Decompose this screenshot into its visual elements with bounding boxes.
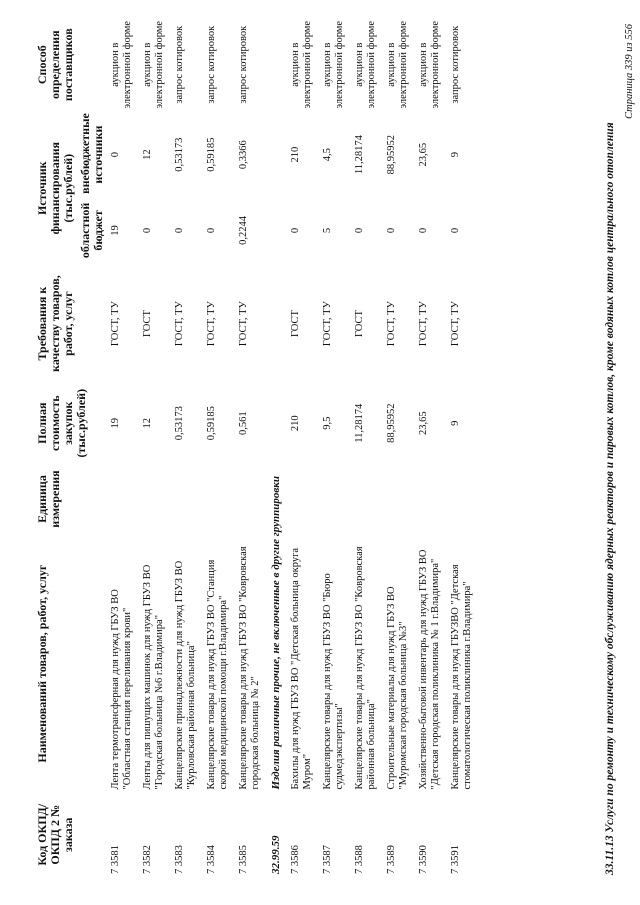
- table-row: [107, 17, 139, 877]
- row-total-cost: 23,65: [418, 411, 429, 436]
- row-code: 7 3591: [450, 845, 461, 874]
- header-funding-regional: областной бюджет: [78, 202, 105, 259]
- row-requirements: ГОСТ, ТУ: [418, 301, 429, 347]
- group-title: Изделия различные прочие, не включенные в другие группировки: [270, 476, 282, 790]
- row-method: аукцион в электронной форме: [110, 20, 133, 109]
- row-funding-other: 0,3366: [238, 140, 249, 170]
- row-unit: [351, 463, 383, 534]
- table-row: [415, 17, 447, 877]
- header-method: Способ определения поставщиков: [35, 28, 75, 102]
- table-row: [287, 17, 319, 877]
- row-funding-regional: 5: [322, 227, 333, 234]
- row-code: 7 3582: [142, 845, 153, 874]
- table-row: [383, 17, 415, 877]
- row-total-cost: 11,28174: [354, 403, 365, 443]
- row-code: 7 3583: [174, 845, 185, 874]
- row-funding-other: 11,28174: [354, 135, 365, 175]
- row-funding-regional: 0: [142, 227, 153, 234]
- row-method: запрос котировок: [206, 25, 217, 104]
- row-name: Лента термотрансферная для нужд ГБУЗ ВО "Областная станция переливания крови": [110, 589, 133, 790]
- row-unit: [287, 463, 319, 534]
- row-funding-regional: 0: [206, 227, 217, 234]
- procurement-table: [34, 17, 479, 877]
- row-requirements: ГОСТ, ТУ: [110, 301, 121, 347]
- header-total-cost: Полная стоимость закупок (тыс.рублей): [35, 388, 88, 458]
- row-total-cost: 210: [290, 415, 301, 432]
- row-requirements: ГОСТ, ТУ: [322, 301, 333, 347]
- row-unit: [383, 463, 415, 534]
- row-funding-other: 0: [110, 152, 121, 158]
- header-funding: Источник финансирования (тыс.рублей): [35, 141, 75, 235]
- row-name: Строительные материалы для нужд ГБУЗ ВО "Муромская городская больница №3": [386, 586, 409, 790]
- row-name: Канцелярские товары для нужд ГБУЗ ВО "Ковровская районная больница": [354, 546, 377, 790]
- row-total-cost: 0,59185: [206, 406, 217, 441]
- row-funding-regional: 0,2244: [238, 216, 249, 245]
- row-requirements: ГОСТ, ТУ: [238, 301, 249, 347]
- page-number: Страница 339 из 556: [624, 24, 635, 120]
- row-method: аукцион в электронной форме: [418, 20, 441, 109]
- row-code: 7 3590: [418, 845, 429, 874]
- row-method: запрос котировок: [238, 25, 249, 104]
- row-requirements: ГОСТ: [354, 310, 365, 338]
- row-name: Канцелярские принадлежности для нужд ГБУЗ ВО "Курловская районная больница": [174, 560, 197, 790]
- group-code: 32.99.59: [270, 835, 282, 874]
- table-row: [319, 17, 351, 877]
- row-method: аукцион в электронной форме: [322, 20, 345, 109]
- table-body: [107, 17, 479, 877]
- row-unit: [171, 463, 203, 534]
- table-row: [235, 17, 267, 877]
- row-name: Хозяйственно-бытовой инвентарь для нужд ГБУЗ ВО "Детская городская поликлиника № 1 г.Владимира": [418, 549, 441, 790]
- row-total-cost: 19: [110, 417, 121, 429]
- row-requirements: ГОСТ, ТУ: [386, 301, 397, 347]
- table-row: [351, 17, 383, 877]
- row-total-cost: 0,53173: [174, 406, 185, 441]
- row-code: 7 3584: [206, 845, 217, 874]
- row-total-cost: 0,561: [238, 411, 249, 436]
- row-name: Канцелярские товары для нужд ГБУЗВО "Детская стоматологическая поликлиника г.Владимира": [450, 564, 473, 790]
- row-method: аукцион в электронной форме: [386, 20, 409, 109]
- row-funding-other: 23,65: [418, 142, 429, 167]
- row-code: 7 3588: [354, 845, 365, 874]
- row-unit: [319, 463, 351, 534]
- row-method: запрос котировок: [174, 25, 185, 104]
- row-total-cost: 12: [142, 417, 153, 429]
- row-funding-other: 4,5: [322, 148, 333, 162]
- row-name: Бахилы для нужд ГБУЗ ВО "Детская больница округа Муром": [290, 547, 313, 790]
- row-unit: [203, 463, 235, 534]
- row-total-cost: 9: [450, 420, 461, 426]
- row-requirements: ГОСТ, ТУ: [174, 301, 185, 347]
- row-funding-regional: 0: [386, 227, 397, 234]
- row-name: Канцелярские товары для нужд ГБУЗ ВО "Ковровская городская больница № 2": [238, 546, 261, 790]
- row-name: Ленты для пишущих машинок для нужд ГБУЗ ВО "Городская больница №6 г.Владимира": [142, 564, 165, 790]
- row-total-cost: 9,5: [322, 416, 333, 430]
- row-requirements: ГОСТ: [142, 310, 153, 338]
- header-funding-other: внебюджетные источники: [78, 113, 105, 194]
- row-funding-other: 88,95952: [386, 134, 397, 175]
- row-unit: [447, 463, 479, 534]
- row-unit: [107, 463, 139, 534]
- row-code: 7 3586: [290, 845, 301, 874]
- row-funding-regional: 0: [450, 227, 461, 234]
- table-row: [171, 17, 203, 877]
- row-funding-other: 210: [290, 146, 301, 163]
- row-funding-regional: 0: [418, 227, 429, 234]
- row-funding-other: 0,53173: [174, 137, 185, 172]
- row-method: аукцион в электронной форме: [142, 20, 165, 109]
- row-funding-regional: 0: [174, 227, 185, 234]
- row-code: 7 3587: [322, 845, 333, 874]
- section-heading: 33.11.13 Услуги по ремонту и техническому обслуживанию ядерных реакторов и паровых котлов, кроме водяных котлов центрального отопления: [604, 122, 616, 875]
- group-row: [267, 17, 287, 877]
- row-funding-regional: 0: [290, 227, 301, 234]
- row-funding-regional: 0: [354, 227, 365, 234]
- row-funding-other: 0,59185: [206, 137, 217, 172]
- row-code: 7 3581: [110, 845, 121, 874]
- header-unit: Единица измерения: [35, 470, 62, 528]
- row-unit: [235, 463, 267, 534]
- table-row: [447, 17, 479, 877]
- header-name: Наименований товаров, работ, услуг: [35, 564, 49, 763]
- row-requirements: ГОСТ, ТУ: [450, 301, 461, 347]
- row-unit: [139, 463, 171, 534]
- header-requirements: Требования к качеству товаров, работ, услуг: [35, 275, 75, 372]
- row-method: аукцион в электронной форме: [354, 20, 377, 109]
- row-total-cost: 88,95952: [386, 403, 397, 443]
- row-funding-other: 9: [450, 152, 461, 158]
- table-row: [203, 17, 235, 877]
- row-method: запрос котировок: [450, 25, 461, 104]
- row-method: аукцион в электронной форме: [290, 20, 313, 109]
- row-name: Канцелярские товары для нужд ГБУЗ ВО "Станция скорой медицинской помощи г.Владимира": [206, 559, 229, 790]
- row-unit: [415, 463, 447, 534]
- row-requirements: ГОСТ, ТУ: [206, 301, 217, 347]
- row-code: 7 3585: [238, 845, 249, 874]
- row-code: 7 3589: [386, 845, 397, 874]
- row-funding-regional: 19: [110, 225, 121, 236]
- table-row: [139, 17, 171, 877]
- header-code: Код ОКПД/ ОКПД 2 № заказа: [35, 803, 75, 866]
- row-funding-other: 12: [142, 149, 153, 160]
- row-name: Канцелярские товары для нужд ГБУЗ ВО "Бюро судмедэкспертизы": [322, 573, 345, 790]
- row-requirements: ГОСТ: [290, 310, 301, 338]
